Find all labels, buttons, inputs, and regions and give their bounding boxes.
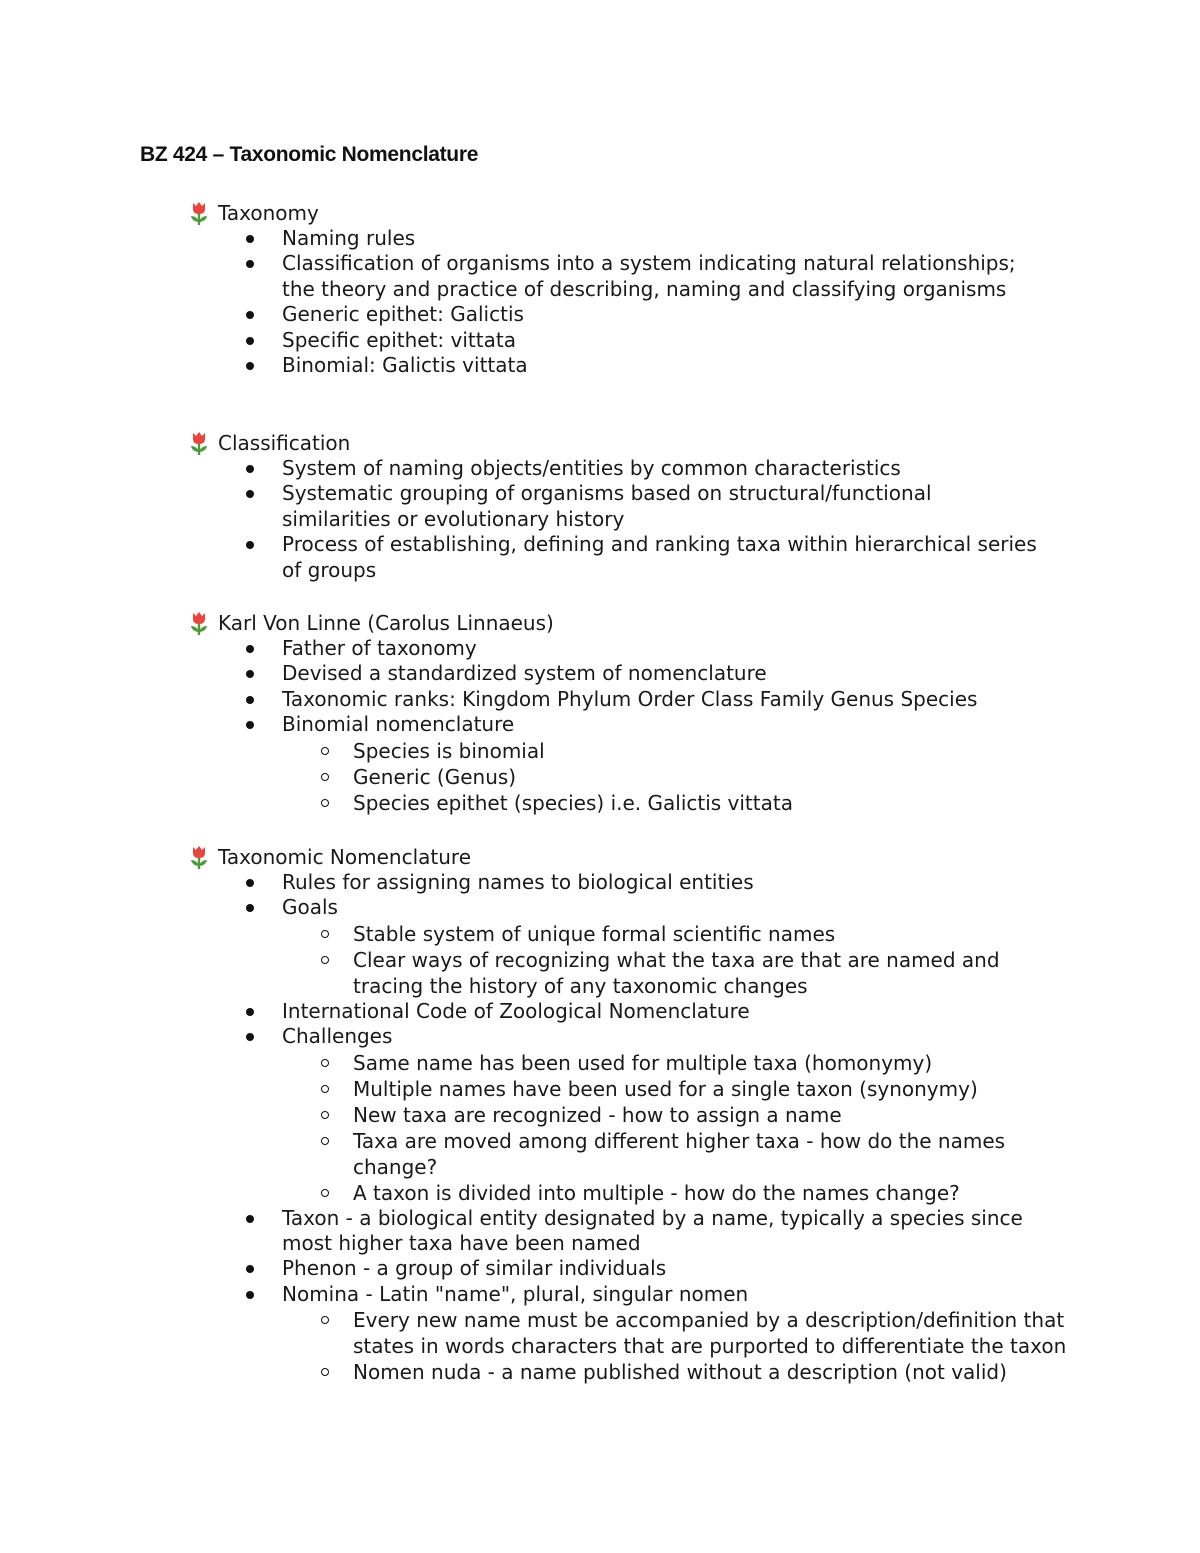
sub-list-item-text: Clear ways of recognizing what the taxa are that are named and tracing the history of any taxonomic changes (353, 947, 1000, 998)
tulip-icon (188, 844, 210, 870)
list-item-text: Nomina - Latin "name", plural, singular nomen (282, 1281, 749, 1306)
list-item (188, 251, 1042, 302)
section-heading-label: Classification (218, 431, 351, 455)
bullet-dot (246, 904, 254, 912)
list-item-text: Goals (282, 895, 338, 920)
circle-bullet (321, 1368, 329, 1376)
sub-list-item-text: A taxon is divided into multiple - how do the names change? (353, 1180, 960, 1205)
sub-list-item (188, 947, 1073, 999)
bullet-dot (246, 465, 254, 473)
sub-list-item (188, 790, 1073, 816)
list-item (188, 456, 1042, 481)
sub-list-item (188, 1102, 1073, 1128)
list-item-text: Naming rules (282, 226, 416, 250)
sub-list-item-text: Taxa are moved among different higher taxa - how do the names change? (353, 1128, 1006, 1179)
sub-list-item-text: Species epithet (species) i.e. Galictis vittata (353, 790, 793, 815)
list-item (188, 687, 1042, 712)
bullet-dot (246, 1033, 254, 1041)
circle-bullet (321, 1316, 329, 1324)
tulip-icon (188, 200, 210, 226)
list-item (188, 226, 1042, 251)
bullet-list (188, 636, 1088, 816)
circle-bullet (321, 1059, 329, 1067)
sub-list-item (188, 764, 1073, 790)
bullet-dot (246, 362, 254, 370)
document-title: BZ 424 – Taxonomic Nomenclature (140, 143, 479, 166)
list-item-text: Challenges (282, 1024, 393, 1049)
sub-list-item (188, 1128, 1073, 1180)
bullet-dot (246, 260, 254, 268)
sub-list-item-text: Every new name must be accompanied by a description/definition that states in words characters that are purported to differentiate the taxon (353, 1308, 1067, 1359)
circle-bullet (321, 1085, 329, 1093)
circle-bullet (321, 1137, 329, 1145)
list-item (188, 1256, 1042, 1281)
list-item-text: Specific epithet: vittata (282, 327, 516, 352)
section (188, 200, 1088, 378)
section (188, 844, 1088, 1385)
list-item (188, 895, 1042, 998)
list-item-text: Systematic grouping of organisms based on structural/functional similarities or evolutionary history (282, 481, 932, 531)
sub-list-item-text: Generic (Genus) (353, 764, 517, 789)
section (188, 430, 1088, 583)
list-item (188, 328, 1042, 353)
tulip-icon (188, 430, 210, 456)
list-item (188, 1024, 1042, 1205)
bullet-list (188, 870, 1088, 1385)
list-item-text: Phenon - a group of similar individuals (282, 1256, 667, 1281)
bullet-dot (246, 1291, 254, 1299)
list-item (188, 1206, 1042, 1257)
bullet-dot (246, 670, 254, 678)
sub-list-item (188, 1180, 1073, 1206)
list-item-text: Process of establishing, defining and ranking taxa within hierarchical series of groups (282, 532, 1037, 582)
list-item-text: Generic epithet: Galictis (282, 302, 524, 327)
section-heading (188, 200, 1088, 226)
sub-list-item (188, 921, 1073, 947)
list-item-text: Classification of organisms into a system indicating natural relationships; the theory and practice of describing, naming and classifying organisms (282, 251, 1016, 301)
list-item (188, 636, 1042, 661)
list-item-text: Rules for assigning names to biological entities (282, 870, 754, 894)
bullet-dot (246, 490, 254, 498)
circle-bullet (321, 956, 329, 964)
bullet-dot (246, 1008, 254, 1016)
list-item-text: Binomial: Galictis vittata (282, 353, 528, 378)
bullet-list (188, 456, 1088, 583)
section-heading (188, 430, 1088, 456)
bullet-dot (246, 337, 254, 345)
sub-list (282, 1307, 1067, 1385)
sub-list-item (188, 738, 1073, 764)
sub-list-item-text: Same name has been used for multiple taxa (homonymy) (353, 1050, 933, 1075)
list-item-text: Taxon - a biological entity designated by a name, typically a species since most higher taxa have been named (282, 1205, 1023, 1256)
section-heading (188, 844, 1088, 870)
bullet-dot (246, 311, 254, 319)
list-item-text: International Code of Zoological Nomenclature (282, 998, 750, 1023)
bullet-dot (246, 879, 254, 887)
sub-list (282, 1050, 1042, 1206)
section-heading (188, 610, 1088, 636)
bullet-dot (246, 721, 254, 729)
sub-list-item-text: New taxa are recognized - how to assign a name (353, 1102, 842, 1127)
sub-list (282, 738, 1042, 816)
section-heading-label: Karl Von Linne (Carolus Linnaeus) (218, 611, 554, 635)
circle-bullet (321, 1111, 329, 1119)
list-item (188, 481, 1042, 532)
sub-list-item (188, 1076, 1073, 1102)
tulip-icon (188, 610, 210, 636)
list-item (188, 1281, 1067, 1385)
circle-bullet (321, 799, 329, 807)
bullet-dot (246, 235, 254, 243)
sub-list-item (188, 1050, 1073, 1076)
list-item (188, 353, 1042, 378)
section-heading-label: Taxonomy (218, 201, 319, 225)
sub-list-item-text: Nomen nuda - a name published without a description (not valid) (353, 1360, 1007, 1385)
list-item (188, 712, 1042, 815)
sub-list (282, 921, 1042, 999)
sub-list-item (188, 1307, 1073, 1359)
circle-bullet (321, 930, 329, 938)
list-item-text: Father of taxonomy (282, 636, 477, 660)
list-item-text: Taxonomic ranks: Kingdom Phylum Order Class Family Genus Species (282, 686, 978, 711)
section-heading-label: Taxonomic Nomenclature (218, 845, 471, 869)
sub-list-item (188, 1359, 1073, 1385)
list-item (188, 532, 1042, 583)
list-item (188, 999, 1042, 1024)
circle-bullet (321, 1189, 329, 1197)
sub-list-item-text: Stable system of unique formal scientific names (353, 921, 836, 946)
list-item (188, 661, 1042, 686)
section (188, 610, 1088, 816)
bullet-list (188, 226, 1088, 378)
list-item-text: Binomial nomenclature (282, 712, 515, 737)
list-item (188, 870, 1042, 895)
list-item (188, 302, 1042, 327)
bullet-dot (246, 1265, 254, 1273)
bullet-dot (246, 1215, 254, 1223)
circle-bullet (321, 773, 329, 781)
circle-bullet (321, 747, 329, 755)
bullet-dot (246, 645, 254, 653)
bullet-dot (246, 541, 254, 549)
list-item-text: Devised a standardized system of nomenclature (282, 661, 767, 686)
sub-list-item-text: Multiple names have been used for a single taxon (synonymy) (353, 1076, 978, 1101)
list-item-text: System of naming objects/entities by common characteristics (282, 456, 901, 480)
sub-list-item-text: Species is binomial (353, 738, 545, 763)
bullet-dot (246, 696, 254, 704)
